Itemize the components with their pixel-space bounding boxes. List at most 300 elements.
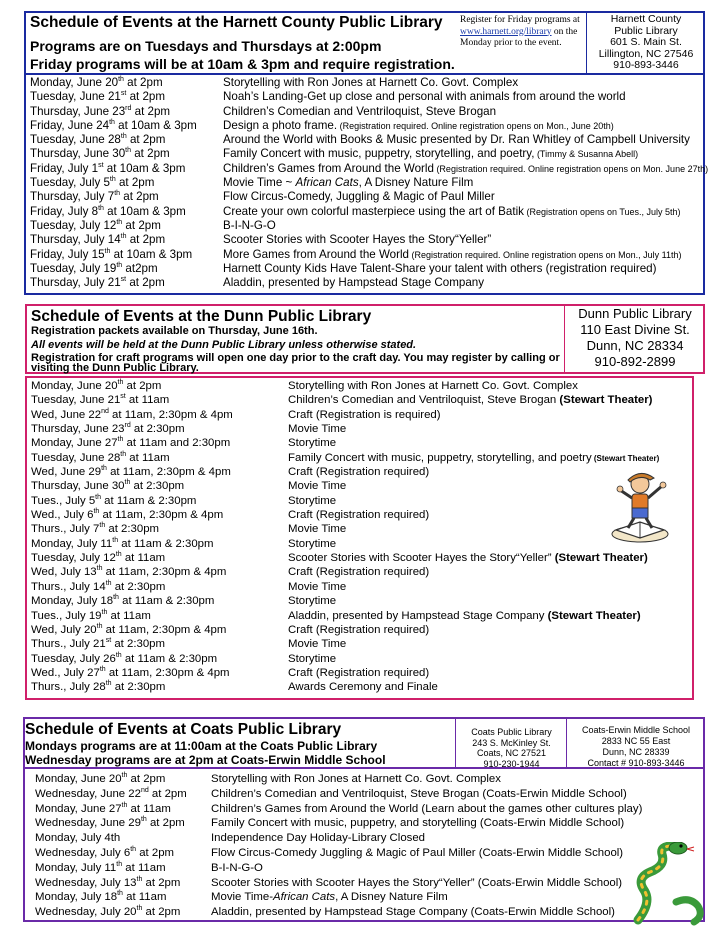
register-note-line: Register for Friday programs at [460, 15, 580, 25]
event-date-suffix: th [120, 450, 127, 458]
event-time: at 11am, 2:30pm & 4pm [106, 466, 231, 479]
register-note-text: on the [553, 26, 578, 37]
event-row [35, 876, 645, 891]
event-date [31, 666, 230, 680]
event-description [223, 162, 708, 176]
event-title: Aladdin, presented by Hampstead Stage Company [223, 276, 485, 290]
event-title: Craft (Registration required) [288, 566, 430, 579]
event-row [30, 276, 705, 290]
event-date [31, 551, 165, 565]
event-date-suffix: th [109, 176, 116, 184]
event-date-text: Tuesday, July 26 [31, 652, 116, 665]
event-date [30, 248, 192, 262]
event-time: at 2pm [120, 190, 159, 204]
event-title: Craft (Registration is required) [288, 408, 441, 421]
address-line: 910-893-3446 [613, 59, 679, 71]
event-date-text: Friday, July 8 [30, 204, 99, 218]
event-title: B-I-N-G-O [211, 861, 263, 874]
event-description [288, 494, 336, 508]
harnett-line-1: Programs are on Tuesdays and Thursdays at 2:00pm [30, 38, 382, 54]
event-date-text: Tuesday, June 28 [31, 451, 121, 464]
event-description [288, 623, 429, 637]
event-date-suffix: st [120, 393, 126, 401]
event-description [288, 565, 429, 579]
event-time: at 2pm [126, 233, 166, 247]
event-date [30, 105, 170, 119]
event-row [31, 637, 691, 651]
event-time: at 11am [121, 552, 166, 565]
event-date-text: Thursday, July 7 [30, 190, 115, 204]
event-date-suffix: th [99, 522, 106, 530]
event-row [30, 133, 705, 147]
event-time: at 2pm [146, 817, 185, 830]
event-date-suffix: rd [125, 104, 132, 112]
event-date [30, 76, 163, 90]
event-date-suffix: th [96, 623, 103, 631]
harnett-library-link[interactable]: www.harnett.org/library [460, 26, 552, 37]
event-title: Around the World with Books & Music presented by Dr. Ran Whitley of Campbell University [223, 133, 690, 147]
event-date-suffix: th [112, 536, 119, 544]
event-date-text: Friday, July 15 [30, 247, 105, 261]
event-date [30, 190, 159, 204]
event-date-text: Tuesday, July 12 [30, 218, 117, 232]
event-date [30, 90, 165, 104]
event-venue: (Stewart Theater) [544, 609, 641, 622]
event-time: at 11am & 2:30pm [118, 595, 215, 608]
event-date [31, 436, 230, 450]
event-time: at 10am & 3pm [114, 118, 197, 132]
event-title: Children’s Comedian and Ventriloquist, Steve Brogan (Coats-Erwin Middle School) [211, 787, 627, 800]
event-date [31, 408, 233, 422]
event-date-suffix: th [105, 680, 112, 688]
event-time: at 2pm [126, 133, 166, 147]
event-date [31, 680, 165, 694]
event-date-suffix: th [120, 233, 127, 241]
event-row [31, 379, 691, 393]
event-description [211, 802, 642, 817]
event-row [30, 190, 705, 204]
event-date [31, 494, 196, 508]
event-date-text: Monday, July 11 [31, 537, 113, 550]
event-date-text: Monday, July 18 [35, 891, 118, 904]
event-time: at 2pm [148, 787, 187, 800]
event-date-text: Thurs., July 7 [31, 523, 100, 536]
event-date [31, 580, 165, 594]
event-description [223, 176, 473, 190]
event-row [35, 890, 645, 905]
event-description [288, 465, 429, 479]
event-description [211, 816, 624, 831]
event-time: at 11am [126, 451, 170, 464]
event-date-text: Friday, July 1 [30, 161, 99, 175]
event-row [31, 580, 691, 594]
register-note-link-line [460, 27, 586, 39]
event-date [31, 422, 185, 436]
event-date-suffix: th [140, 816, 147, 824]
event-description [288, 537, 336, 551]
event-title: Storytime [288, 652, 337, 665]
event-title: Storytelling with Ron Jones at Harnett Co. Govt. Complex [223, 76, 519, 89]
event-description [223, 219, 276, 233]
event-description [211, 890, 448, 905]
event-date-suffix: nd [101, 407, 109, 415]
event-title: Storytime [288, 537, 337, 550]
event-venue: (Stewart Theater) [591, 453, 660, 463]
register-note-line: Monday prior to the event. [460, 38, 562, 48]
event-date-text: Wed., July 27 [31, 666, 100, 679]
coats-title: Schedule of Events at Coats Public Library [25, 721, 342, 738]
dunn-line-2: All events will be held at the Dunn Public Library unless otherwise stated. [31, 339, 417, 351]
event-venue: (Stewart Theater) [551, 552, 648, 565]
event-time: at 11am [122, 861, 166, 874]
event-description [211, 772, 501, 787]
event-date [31, 637, 165, 651]
event-time: at 11am [122, 891, 167, 904]
event-date [30, 119, 197, 133]
event-venue: (Stewart Theater) [556, 394, 653, 407]
address-line: Dunn, NC 28339 [602, 747, 670, 757]
event-date-text: Wed., July 6 [31, 509, 94, 522]
event-date-suffix: th [121, 772, 128, 780]
event-date [31, 652, 217, 666]
event-date [35, 861, 166, 876]
event-description [211, 846, 623, 861]
event-row [35, 802, 645, 817]
event-date [30, 176, 154, 190]
coats-library-address [457, 727, 566, 769]
event-date-suffix: st [120, 90, 127, 98]
event-description [223, 90, 626, 104]
coats-line-2: Wednesday programs are at 2pm at Coats-Erwin Middle School [25, 753, 386, 767]
event-description [288, 451, 659, 466]
event-title: Flow Circus-Comedy, Juggling & Magic of Paul Miller [223, 190, 495, 204]
event-description [211, 787, 627, 802]
event-date [30, 233, 165, 247]
event-title: Scooter Stories with Scooter Hayes the Story“Yeller” [288, 552, 552, 565]
event-date-suffix: th [116, 860, 123, 868]
event-time: at 2pm [136, 846, 175, 859]
event-time: at2pm [122, 261, 158, 275]
event-row [30, 248, 705, 262]
event-description [288, 637, 346, 651]
event-date [31, 565, 226, 579]
event-date-suffix: st [105, 637, 112, 645]
event-title: Family Concert with music, puppetry, storytelling, and poetry, [223, 147, 535, 161]
event-time: at 2pm [142, 906, 181, 919]
coats-event-list [35, 772, 645, 920]
event-title: Movie Time ~ [223, 176, 296, 190]
event-date-suffix: th [115, 551, 122, 559]
event-time: at 10am & 3pm [103, 204, 186, 218]
event-date-suffix: th [117, 436, 124, 444]
event-title: Children’s Comedian and Ventriloquist, Steve Brogan [223, 104, 497, 118]
event-title: Storytime [288, 437, 337, 450]
event-date-text: Tuesday, July 19 [30, 261, 117, 275]
event-date-text: Wednesday, July 13 [35, 876, 137, 889]
event-row [30, 205, 705, 219]
event-description [288, 379, 578, 393]
event-date [30, 219, 161, 233]
event-title: Movie Time [288, 423, 347, 436]
event-date-text: Monday, June 27 [35, 802, 122, 815]
event-description [223, 147, 638, 161]
event-row [31, 422, 691, 436]
event-description [223, 76, 518, 90]
event-date-suffix: th [124, 479, 131, 487]
event-date [30, 276, 165, 290]
coats-erwin-address [567, 725, 705, 769]
event-date-suffix: th [120, 133, 127, 141]
event-date-text: Monday, June 27 [31, 437, 118, 450]
harnett-address-divider [586, 11, 587, 73]
event-date-text: Thursday, June 30 [31, 480, 125, 493]
event-time: at 11am, 2:30pm & 4pm [99, 509, 224, 522]
address-line: 601 S. Main St. [610, 36, 682, 48]
event-time: at 2pm [115, 176, 155, 190]
event-date [30, 205, 186, 219]
event-time: at 2pm [122, 218, 161, 232]
event-time: at 11am and 2:30pm [123, 437, 231, 450]
event-time: at 2:30pm [130, 480, 185, 493]
event-date [35, 802, 171, 817]
address-line: Harnett County [610, 13, 682, 25]
address-line: Coats Public Library [471, 727, 552, 737]
event-title: Storytelling with Ron Jones at Harnett Co. Govt. Complex [288, 380, 578, 392]
event-date-text: Friday, June 24 [30, 118, 110, 132]
event-date [35, 905, 180, 920]
event-date-suffix: th [101, 465, 107, 473]
event-date-text: Wednesday, July 6 [35, 846, 131, 859]
event-date [35, 876, 180, 891]
event-date [35, 787, 187, 802]
event-description [211, 861, 263, 876]
event-date-suffix: rd [124, 422, 131, 430]
event-row [31, 537, 691, 551]
event-time: at 11am & 2:30pm [118, 537, 214, 550]
event-time: at 10am & 3pm [110, 247, 193, 261]
event-row [31, 465, 691, 479]
harnett-title: Schedule of Events at the Harnett County Public Library [30, 14, 443, 31]
event-description [288, 680, 438, 694]
event-row [30, 176, 705, 190]
event-row [30, 105, 705, 119]
event-description [223, 133, 690, 147]
event-title: Movie Time [288, 480, 347, 493]
event-date-text: Tues., July 5 [31, 494, 96, 507]
address-line: 2833 NC 55 East [601, 736, 671, 746]
event-date-suffix: th [101, 608, 108, 616]
event-date-text: Monday, July 18 [31, 595, 114, 608]
event-date-suffix: th [105, 580, 112, 588]
event-date-text: Tuesday, June 21 [30, 90, 121, 104]
event-title: Movie Time- [211, 891, 274, 904]
event-title: Movie Time [288, 523, 347, 536]
event-title: Design a photo frame. [223, 118, 338, 132]
event-date [35, 816, 185, 831]
event-date-text: Tuesday, July 12 [31, 552, 116, 565]
event-row [30, 262, 705, 276]
harnett-event-list [30, 76, 709, 290]
event-title: More Games from Around the World [223, 247, 410, 261]
event-time: at 2pm [126, 276, 165, 290]
event-date [31, 537, 214, 551]
event-time: at 2:30pm [111, 580, 166, 593]
event-time: at 2:30pm [105, 523, 160, 536]
event-date-suffix: th [136, 875, 143, 883]
event-date [31, 379, 161, 393]
event-row [31, 494, 691, 508]
event-date [31, 479, 184, 493]
event-date-text: Monday, June 20 [31, 380, 118, 392]
event-date [35, 772, 165, 787]
event-date-suffix: nd [140, 787, 149, 794]
event-date-text: Thursday, July 14 [30, 233, 121, 247]
snake-clipart [632, 842, 708, 926]
event-date [30, 147, 170, 161]
event-date-suffix: th [116, 262, 123, 269]
event-date-suffix: st [120, 276, 127, 284]
event-row [35, 905, 645, 920]
boy-reading-book-clipart [610, 464, 678, 546]
event-registration-note: (Registration required. Online registration opens on Mon., June 20th) [337, 120, 614, 131]
event-title: Movie Time [288, 638, 347, 651]
event-date-suffix: th [114, 190, 121, 198]
event-time: at 11am [125, 394, 170, 407]
event-title: Aladdin, presented by Hampstead Stage Company [288, 609, 545, 622]
dunn-line-4: visiting the Dunn Public Library. [31, 362, 199, 374]
event-date-text: Monday, July 11 [35, 861, 117, 874]
coats-address-divider-1 [455, 717, 456, 769]
event-date-text: Thursday, June 23 [30, 104, 126, 118]
event-time: at 10am & 3pm [103, 161, 186, 175]
address-line: 110 East Divine St. [580, 322, 690, 337]
event-date-text: Monday, June 20 [35, 773, 122, 785]
event-time: at 11am & 2:30pm [121, 652, 218, 665]
event-date [31, 623, 226, 637]
event-row [30, 147, 705, 161]
event-date-text: Wednesday, June 29 [35, 817, 141, 830]
event-row [31, 436, 691, 450]
event-description [223, 276, 484, 290]
dunn-line-1: Registration packets available on Thursday, June 16th. [31, 325, 318, 337]
event-date-suffix: th [116, 219, 123, 227]
event-description [223, 105, 496, 119]
event-description [288, 393, 652, 407]
event-date-suffix: th [125, 147, 132, 155]
event-date [30, 162, 185, 176]
event-title: Craft (Registration required) [288, 666, 430, 679]
coats-line-1: Mondays programs are at 11:00am at the Coats Public Library [25, 739, 378, 753]
event-time: at 11am, 2:30pm & 4pm [102, 623, 227, 636]
event-film-title: African Cats [295, 176, 359, 190]
event-registration-note: (Registration opens on Tues., July 5th) [523, 206, 681, 217]
event-registration-note: (Timmy & Susanna Abell) [534, 149, 639, 160]
event-time: at 2:30pm [111, 681, 166, 694]
event-time: at 2pm [123, 76, 163, 89]
event-date [31, 508, 223, 522]
event-registration-note: (Registration required. Online registration opens on Mon., July 11th) [409, 249, 682, 260]
event-date-text: Monday, July 4th [35, 832, 121, 845]
event-row [35, 787, 645, 802]
event-title-cont: , A Disney Nature Film [335, 891, 448, 904]
event-time: at 2:30pm [130, 423, 185, 436]
address-line: Coats-Erwin Middle School [581, 725, 691, 735]
event-time: at 2pm [126, 90, 166, 104]
event-date-suffix: th [99, 666, 106, 674]
event-row [31, 408, 691, 422]
event-row [31, 623, 691, 637]
harnett-address [588, 14, 704, 72]
event-description [288, 408, 441, 422]
event-date-text: Tuesday, July 5 [30, 176, 110, 190]
event-description [223, 248, 682, 262]
event-row [31, 522, 691, 536]
event-row [31, 565, 691, 579]
event-registration-note: (Registration required. Online registration opens on Mon. June 27th) [433, 163, 709, 174]
event-row [31, 594, 691, 608]
event-row [31, 508, 691, 522]
event-title: Storytime [288, 595, 337, 608]
dunn-event-list [31, 379, 691, 695]
event-description [223, 205, 681, 219]
event-title: Aladdin, presented by Hampstead Stage Company (Coats-Erwin Middle School) [211, 906, 615, 919]
event-date-text: Wed, June 29 [31, 466, 102, 479]
address-line: 243 S. McKinley St. [472, 737, 551, 748]
event-title: Movie Time [288, 580, 347, 593]
event-time: at 11am [127, 802, 171, 815]
event-date-text: Thurs., July 28 [31, 681, 106, 694]
event-date [30, 133, 165, 147]
event-row [31, 393, 691, 407]
address-line: Contact # 910-893-3446 [587, 758, 685, 768]
event-description [223, 262, 656, 276]
event-date-text: Thurs., July 21 [31, 638, 106, 651]
event-date-suffix: th [113, 594, 119, 602]
event-date [35, 831, 120, 846]
event-row [31, 680, 691, 694]
event-title: Children’s Games from Around the World (Learn about the games other cultures play) [211, 802, 643, 815]
event-description [288, 666, 429, 680]
event-description [223, 190, 495, 204]
event-date-text: Tuesday, June 21 [31, 394, 121, 407]
harnett-line-2: Friday programs will be at 10am & 3pm and require registration. [30, 56, 455, 72]
event-date [31, 393, 169, 407]
event-title: Create your own colorful masterpiece using the art of Batik [223, 204, 524, 218]
event-date-suffix: th [121, 801, 128, 809]
event-time: at 2pm [127, 773, 166, 785]
dunn-title: Schedule of Events at the Dunn Public Library [31, 308, 372, 325]
event-description [288, 436, 336, 450]
event-date-suffix: th [96, 565, 103, 573]
event-date-text: Thursday, June 23 [31, 423, 125, 436]
event-row [30, 119, 705, 133]
event-row [35, 831, 645, 846]
event-title: Storytime [288, 494, 337, 507]
event-title: Noah’s Landing-Get up close and personal with animals from around the world [223, 90, 626, 104]
event-time: at 11am [107, 609, 151, 622]
event-time: at 2:30pm [111, 638, 165, 651]
event-row [31, 666, 691, 680]
event-title: Craft (Registration required) [288, 509, 430, 522]
event-date [31, 465, 231, 479]
event-row [30, 219, 705, 233]
event-date-suffix: th [95, 493, 101, 501]
event-date-suffix: th [93, 508, 100, 516]
event-date [31, 609, 151, 623]
event-description [288, 422, 346, 436]
event-date-text: Monday, June 20 [30, 76, 119, 89]
event-description [223, 233, 491, 247]
